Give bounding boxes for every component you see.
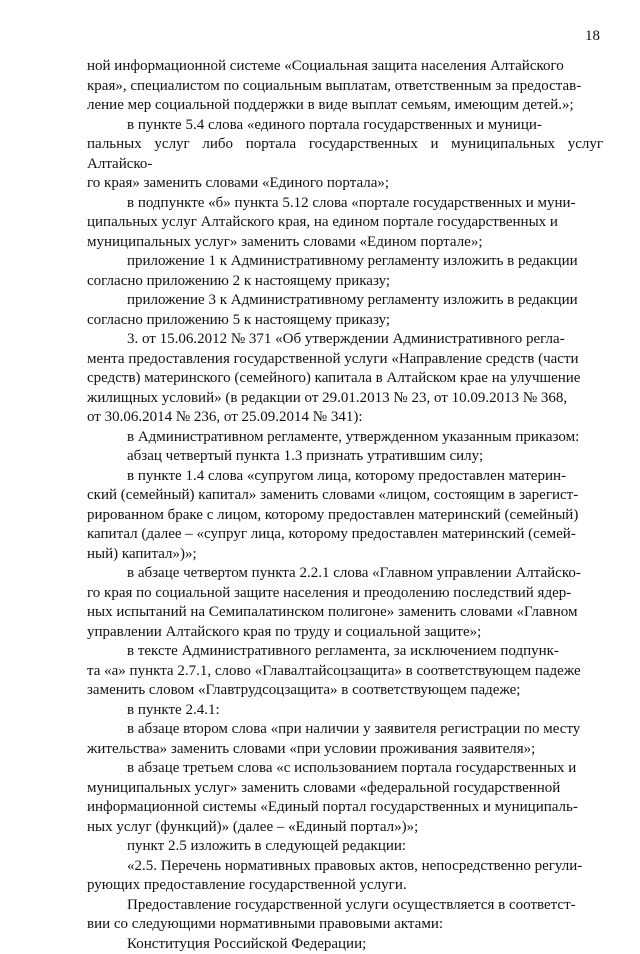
paragraph: в тексте Административного регламента, за исключением подпунк- та «а» пункта 2.7.1, слово «Главалтайсоцзащита» в соответствующем падеже заменить словом «Главтрудсоцзащита» в соответствующем падеже; xyxy=(87,642,603,701)
paragraph: в абзаце третьем слова «с использованием портала государственных и муниципальных услуг» заменить словами «федеральной государственной информационной системы «Единый портал государственных и муниципаль- ных услуг (функций)» (далее – «Единый портал»)»; xyxy=(87,759,603,837)
document-body xyxy=(87,57,603,954)
paragraph: «2.5. Перечень нормативных правовых актов, непосредственно регули- рующих предоставление государственной услуги. xyxy=(87,857,603,896)
paragraph: в пункте 2.4.1: xyxy=(87,701,603,721)
paragraph: в абзаце втором слова «при наличии у заявителя регистрации по месту жительства» заменить словами «при условии проживания заявителя»; xyxy=(87,720,603,759)
paragraph: в пункте 1.4 слова «супругом лица, которому предоставлен материн- ский (семейный) капитал» заменить словами «лицом, состоящим в зарегист- рированном браке с лицом, которому предоставлен материнский (семейный) капитал (далее – «супруг лица, которому предоставлен материнский (семей- ный) капитал»)»; xyxy=(87,467,603,565)
paragraph: Конституция Российской Федерации; xyxy=(87,935,603,954)
page-number: 18 xyxy=(585,28,600,45)
paragraph: приложение 1 к Административному регламенту изложить в редакции согласно приложению 2 к настоящему приказу; xyxy=(87,252,603,291)
paragraph: пункт 2.5 изложить в следующей редакции: xyxy=(87,837,603,857)
paragraph: 3. от 15.06.2012 № 371 «Об утверждении Административного регла- мента предоставления государственной услуги «Направление средств (части средств) материнского (семейного) капитала в Алтайском крае на улучшение жилищных условий» (в редакции от 29.01.2013 № 23, от 10.09.2013 № 368, от 30.06.2014 № 236, от 25.09.2014 № 341): xyxy=(87,330,603,428)
paragraph: в пункте 5.4 слова «единого портала государственных и муници- пальных услуг либо портала государственных и муниципальных услуг Алтайско- го края» заменить словами «Единого портала»; xyxy=(87,116,603,194)
paragraph: в абзаце четвертом пункта 2.2.1 слова «Главном управлении Алтайско- го края по социальной защите населения и преодолению последствий ядер- ных испытаний на Семипалатинском полигоне» заменить словами «Главном управлении Алтайского края по труду и социальной защите»; xyxy=(87,564,603,642)
paragraph: приложение 3 к Административному регламенту изложить в редакции согласно приложению 5 к настоящему приказу; xyxy=(87,291,603,330)
paragraph: в Административном регламенте, утвержденном указанным приказом: xyxy=(87,428,603,448)
paragraph: Предоставление государственной услуги осуществляется в соответст- вии со следующими нормативными правовыми актами: xyxy=(87,896,603,935)
paragraph: в подпункте «б» пункта 5.12 слова «портале государственных и муни- ципальных услуг Алтайского края, на едином портале государственных и муниципальных услуг» заменить словами «Едином портале»; xyxy=(87,194,603,253)
paragraph: ной информационной системе «Социальная защита населения Алтайского края», специалистом по социальным выплатам, ответственным за предостав- ление мер социальной поддержки в виде выплат семьям, имеющим детей.»; xyxy=(87,57,603,116)
paragraph: абзац четвертый пункта 1.3 признать утратившим силу; xyxy=(87,447,603,467)
